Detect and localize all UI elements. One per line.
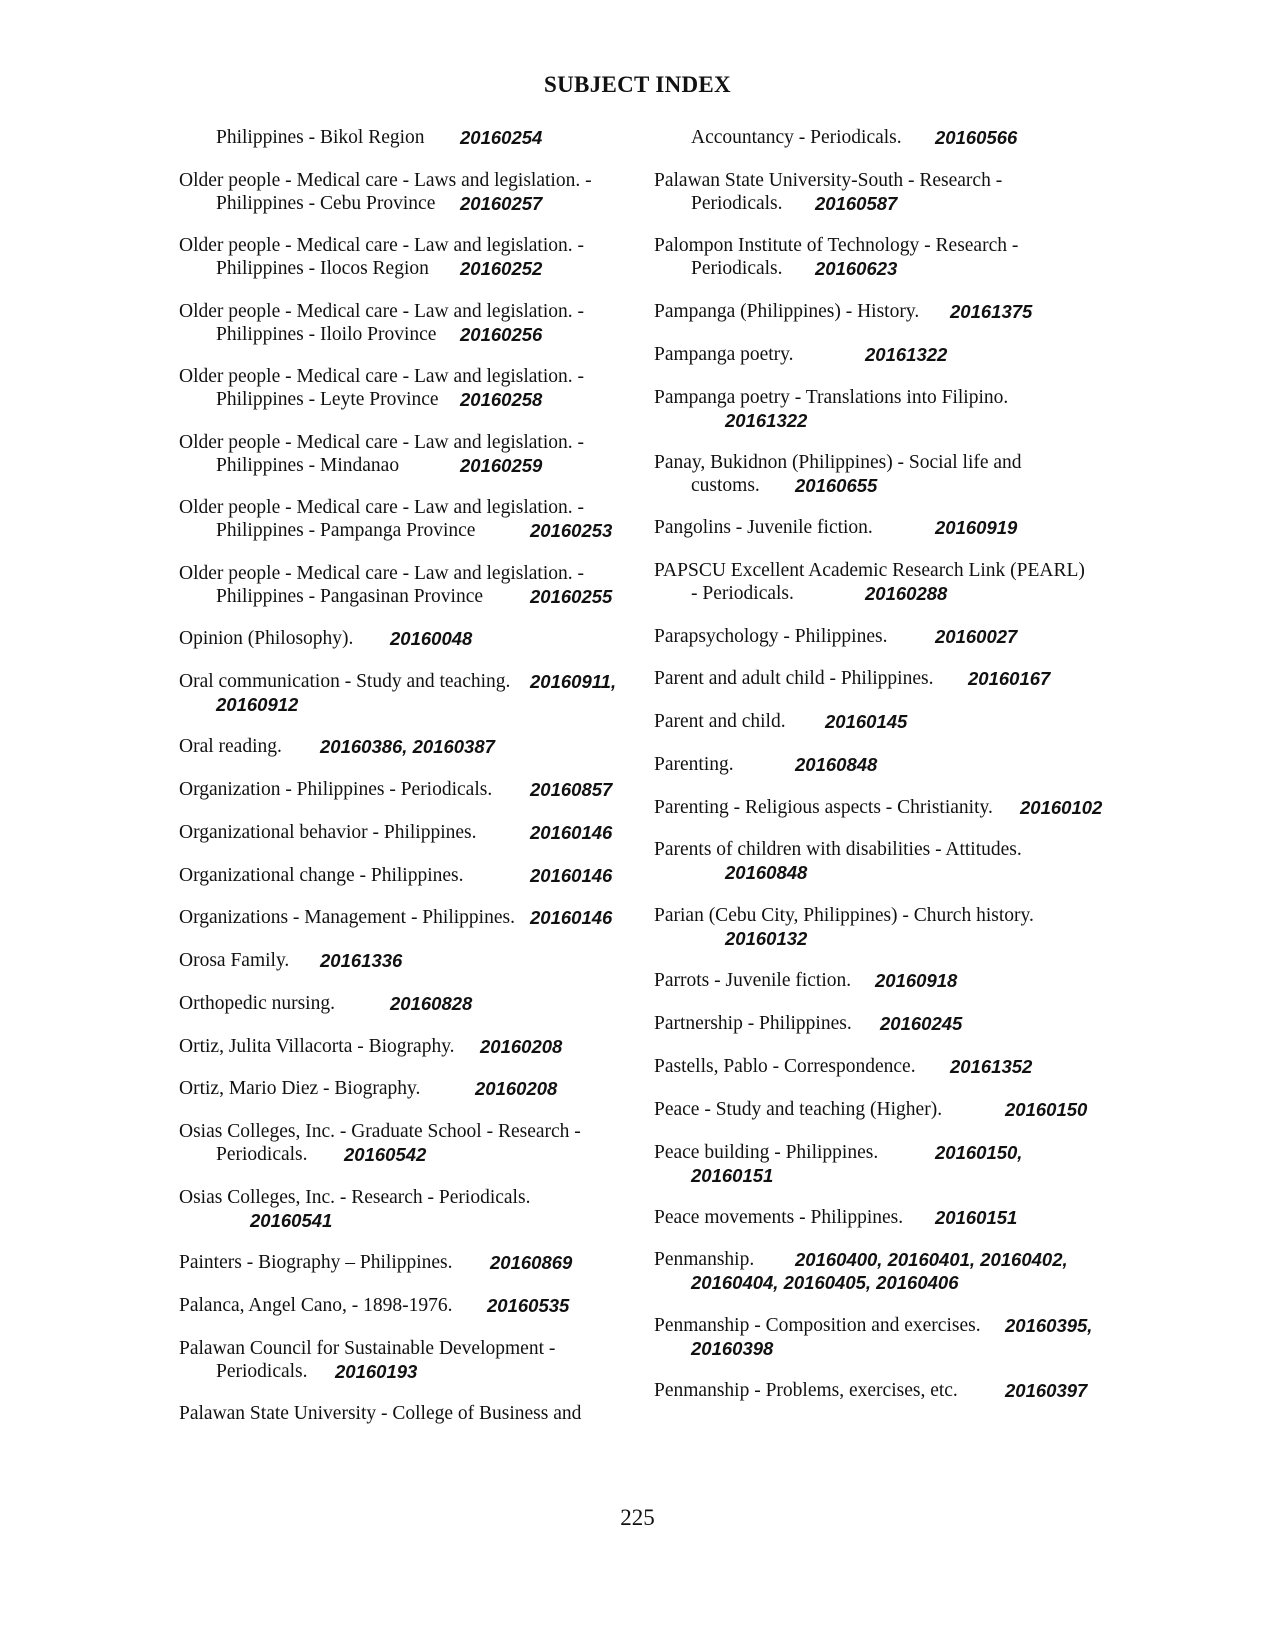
index-term: Ortiz, Mario Diez - Biography. [179, 1078, 421, 1099]
index-term: Older people - Medical care - Law and legislation. - [179, 301, 584, 322]
index-term: Pastells, Pablo - Correspondence. [654, 1056, 916, 1077]
index-term: Philippines - Ilocos Region [216, 258, 429, 279]
index-term: Panay, Bukidnon (Philippines) - Social life and [654, 452, 1022, 473]
record-number: 20160255 [530, 586, 613, 607]
index-term: - Periodicals. [691, 583, 794, 604]
record-number: 20161352 [950, 1056, 1033, 1077]
index-term: Older people - Medical care - Law and legislation. - [179, 497, 584, 518]
record-number: 20160566 [935, 127, 1018, 148]
index-term: Oral reading. [179, 736, 282, 757]
record-number: 20161322 [725, 410, 808, 431]
record-number: 20160541 [250, 1210, 333, 1231]
record-number: 20160167 [968, 668, 1051, 689]
index-term: Parrots - Juvenile fiction. [654, 970, 852, 991]
record-number: 20160151 [935, 1207, 1018, 1228]
index-term: Periodicals. [691, 193, 783, 214]
record-number: 20160258 [460, 389, 543, 410]
record-number: 20160397 [1005, 1380, 1088, 1401]
index-term: Philippines - Leyte Province [216, 389, 439, 410]
record-number: 20160404, 20160405, 20160406 [691, 1272, 959, 1293]
index-term: Palanca, Angel Cano, - 1898-1976. [179, 1295, 453, 1316]
record-number: 20160259 [460, 455, 543, 476]
index-term: Palawan State University-South - Research - [654, 170, 1003, 191]
record-number: 20160254 [460, 127, 543, 148]
index-term: customs. [691, 475, 760, 496]
record-number: 20160918 [875, 970, 958, 991]
index-term: Parapsychology - Philippines. [654, 626, 888, 647]
record-number: 20160623 [815, 258, 898, 279]
record-number: 20160848 [725, 862, 808, 883]
index-term: Philippines - Mindanao [216, 455, 400, 476]
index-term: Philippines - Bikol Region [216, 127, 425, 148]
record-number: 20160398 [691, 1338, 774, 1359]
record-number: 20160146 [530, 822, 613, 843]
index-term: Organizational change - Philippines. [179, 865, 464, 886]
index-term: Parent and child. [654, 711, 786, 732]
index-term: Parents of children with disabilities - Attitudes. [654, 839, 1022, 860]
index-term: Pampanga (Philippines) - History. [654, 301, 920, 322]
index-term: Parian (Cebu City, Philippines) - Church history. [654, 905, 1034, 926]
record-number: 20160919 [935, 517, 1018, 538]
record-number: 20160869 [490, 1252, 573, 1273]
index-term: Osias Colleges, Inc. - Graduate School - Research - [179, 1121, 581, 1142]
record-number: 20160208 [480, 1036, 563, 1057]
index-term: Parenting. [654, 754, 734, 775]
record-number: 20160395, [1005, 1315, 1093, 1336]
index-term: Philippines - Pampanga Province [216, 520, 476, 541]
record-number: 20160208 [475, 1078, 558, 1099]
record-number: 20160587 [815, 193, 898, 214]
index-term: Older people - Medical care - Laws and legislation. - [179, 170, 592, 191]
index-term: Philippines - Pangasinan Province [216, 586, 484, 607]
record-number: 20161336 [320, 950, 403, 971]
record-number: 20160245 [880, 1013, 963, 1034]
index-term: Philippines - Cebu Province [216, 193, 436, 214]
index-term: Peace movements - Philippines. [654, 1207, 904, 1228]
index-term: Oral communication - Study and teaching. [179, 671, 511, 692]
index-term: Periodicals. [216, 1144, 308, 1165]
record-number: 20161322 [865, 344, 948, 365]
record-number: 20160655 [795, 475, 878, 496]
index-term: Palompon Institute of Technology - Research - [654, 235, 1019, 256]
record-number: 20160252 [460, 258, 543, 279]
record-number: 20160857 [530, 779, 613, 800]
index-term: PAPSCU Excellent Academic Research Link (PEARL) [654, 560, 1085, 581]
record-number: 20160848 [795, 754, 878, 775]
index-term: Accountancy - Periodicals. [691, 127, 902, 148]
record-number: 20160102 [1020, 797, 1103, 818]
index-term: Palawan State University - College of Business and [179, 1403, 582, 1424]
index-term: Periodicals. [216, 1361, 308, 1382]
index-term: Pampanga poetry - Translations into Filipino. [654, 387, 1009, 408]
index-term: Older people - Medical care - Law and legislation. - [179, 432, 584, 453]
index-term: Periodicals. [691, 258, 783, 279]
record-number: 20160828 [390, 993, 473, 1014]
record-number: 20160146 [530, 865, 613, 886]
record-number: 20160542 [344, 1144, 427, 1165]
index-term: Peace - Study and teaching (Higher). [654, 1099, 943, 1120]
index-term: Penmanship - Problems, exercises, etc. [654, 1380, 958, 1401]
record-number: 20160150, [935, 1142, 1023, 1163]
record-number: 20160150 [1005, 1099, 1088, 1120]
index-term: Opinion (Philosophy). [179, 628, 354, 649]
index-term: Penmanship. [654, 1249, 755, 1270]
index-term: Parenting - Religious aspects - Christianity. [654, 797, 993, 818]
index-term: Peace building - Philippines. [654, 1142, 879, 1163]
index-term: Orthopedic nursing. [179, 993, 335, 1014]
index-term: Pangolins - Juvenile fiction. [654, 517, 873, 538]
page-title: SUBJECT INDEX [544, 72, 731, 97]
index-term: Organizational behavior - Philippines. [179, 822, 477, 843]
record-number: 20160257 [460, 193, 543, 214]
record-number: 20160145 [825, 711, 908, 732]
record-number: 20160386, 20160387 [320, 736, 495, 757]
record-number: 20160193 [335, 1361, 418, 1382]
record-number: 20160132 [725, 928, 808, 949]
page-number: 225 [620, 1505, 655, 1530]
record-number: 20160400, 20160401, 20160402, [795, 1249, 1068, 1270]
record-number: 20161375 [950, 301, 1033, 322]
index-term: Penmanship - Composition and exercises. [654, 1315, 981, 1336]
index-term: Orosa Family. [179, 950, 290, 971]
index-term: Older people - Medical care - Law and legislation. - [179, 366, 584, 387]
index-term: Organizations - Management - Philippines. [179, 907, 515, 928]
record-number: 20160146 [530, 907, 613, 928]
record-number: 20160912 [216, 694, 299, 715]
index-term: Partnership - Philippines. [654, 1013, 852, 1034]
index-term: Organization - Philippines - Periodicals. [179, 779, 493, 800]
index-term: Ortiz, Julita Villacorta - Biography. [179, 1036, 455, 1057]
record-number: 20160288 [865, 583, 948, 604]
index-term: Older people - Medical care - Law and legislation. - [179, 563, 584, 584]
record-number: 20160027 [935, 626, 1018, 647]
record-number: 20160151 [691, 1165, 774, 1186]
record-number: 20160535 [487, 1295, 570, 1316]
index-term: Philippines - Iloilo Province [216, 324, 437, 345]
index-term: Osias Colleges, Inc. - Research - Periodicals. [179, 1187, 531, 1208]
index-term: Pampanga poetry. [654, 344, 794, 365]
record-number: 20160911, [530, 671, 617, 692]
record-number: 20160253 [530, 520, 613, 541]
index-term: Palawan Council for Sustainable Development - [179, 1338, 556, 1359]
index-term: Parent and adult child - Philippines. [654, 668, 934, 689]
index-term: Painters - Biography – Philippines. [179, 1252, 453, 1273]
index-term: Older people - Medical care - Law and legislation. - [179, 235, 584, 256]
record-number: 20160256 [460, 324, 543, 345]
record-number: 20160048 [390, 628, 473, 649]
